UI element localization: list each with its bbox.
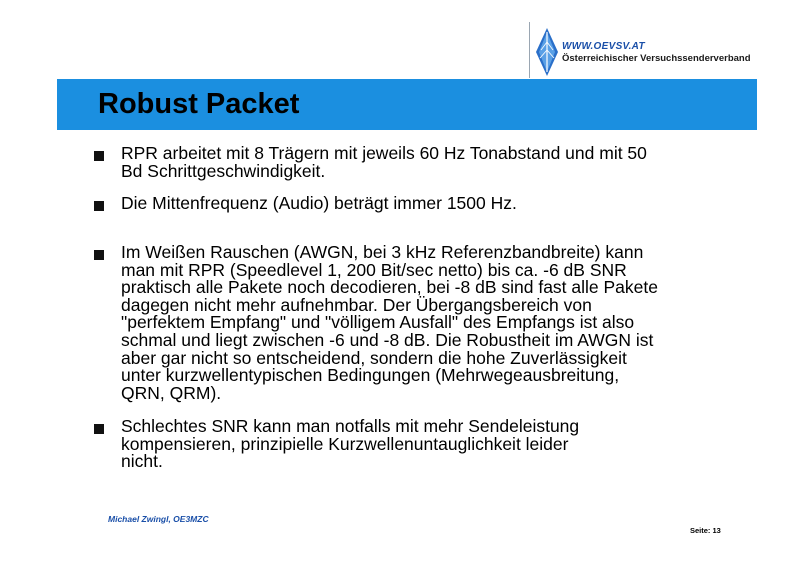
bullet-square-icon [94, 201, 104, 211]
bullet-line: dagegen nicht mehr aufnehmbar. Der Übergangsbereich von [121, 294, 592, 315]
footer-author: Michael Zwingl, OE3MZC [108, 514, 209, 524]
bullet-line: praktisch alle Pakete noch decodieren, bei -8 dB sind fast alle Pakete [121, 277, 658, 298]
title-band [57, 79, 757, 130]
bullet-text [121, 418, 721, 471]
bullet-line: unter kurzwellentypischen Bedingungen (Mehrwegeausbreitung, [121, 365, 620, 386]
bullet-line: man mit RPR (Speedlevel 1, 200 Bit/sec netto) bis ca. -6 dB SNR [121, 259, 627, 280]
bullet-square-icon [94, 250, 104, 260]
bullet-line: QRN, QRM). [121, 382, 222, 403]
bullet-line: Im Weißen Rauschen (AWGN, bei 3 kHz Referenzbandbreite) kann [121, 242, 644, 262]
bullet-line: RPR arbeitet mit 8 Trägern mit jeweils 60 Hz Tonabstand und mit 50 [121, 143, 647, 163]
bullet-text [121, 195, 721, 213]
page-title: Robust Packet [98, 88, 300, 120]
bullet-square-icon [94, 424, 104, 434]
bullet-line: schmal und liegt zwischen -6 und -8 dB. Die Robustheit im AWGN ist [121, 329, 654, 350]
bullet-line: Bd Schrittgeschwindigkeit. [121, 160, 326, 181]
logo-organization-text: Österreichischer Versuchssenderverband [562, 53, 751, 64]
bullet-line: aber gar nicht so entscheidend, sondern die hohe Zuverlässigkeit [121, 347, 627, 368]
page-number: Seite: 13 [690, 526, 721, 535]
bullet-text [121, 145, 721, 180]
oevsv-antenna-logo-icon [536, 28, 558, 76]
bullet-square-icon [94, 151, 104, 161]
oevsv-logo [529, 22, 758, 78]
bullet-line: Schlechtes SNR kann man notfalls mit mehr Sendeleistung [121, 416, 580, 436]
bullet-text [121, 244, 721, 402]
bullet-line: nicht. [121, 451, 163, 472]
bullet-line: kompensieren, prinzipielle Kurzwellenuntauglichkeit leider [121, 433, 569, 454]
bullet-line: Die Mittenfrequenz (Audio) beträgt immer 1500 Hz. [121, 193, 517, 213]
bullet-line: "perfektem Empfang" und "völligem Ausfall" des Empfangs ist also [121, 312, 635, 333]
logo-url-text[interactable]: WWW.OEVSV.AT [562, 41, 645, 52]
